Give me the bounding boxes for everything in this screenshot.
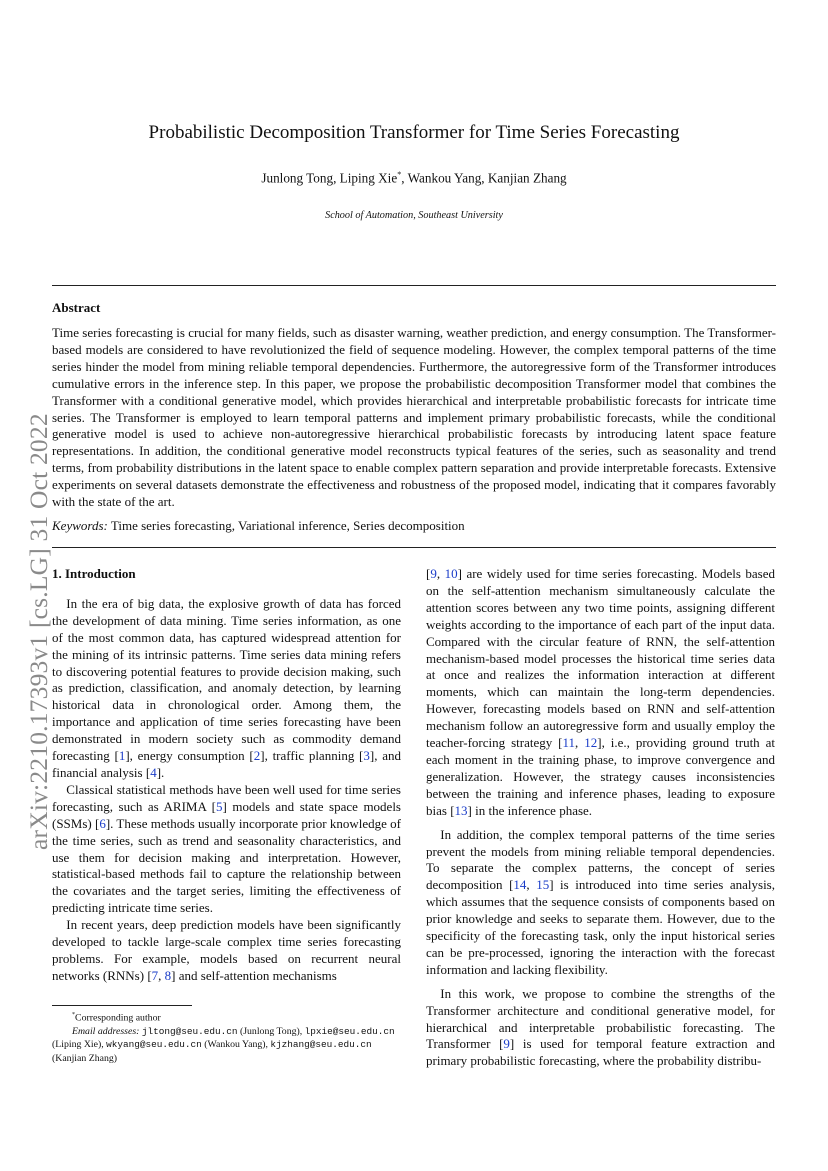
intro-paragraph-4: [426, 827, 775, 979]
author-names-1: Junlong Tong, Liping Xie: [261, 170, 398, 186]
paragraph-text: ,: [158, 967, 165, 983]
paragraph-text: ], energy consumption [: [125, 748, 254, 764]
footnote-emails: [52, 1025, 401, 1066]
paragraph-text: ].: [156, 764, 165, 780]
keywords-label: Keywords:: [52, 518, 108, 533]
footnote-marker: *: [72, 1012, 76, 1018]
citation-link[interactable]: 14: [513, 877, 527, 893]
paragraph-text: In addition, the complex temporal patterns of the time series prevent the models from mining reliable temporal dependencies. To separate the complex patterns, the concept of series decomposition [: [426, 826, 775, 893]
paragraph-text: ], traffic planning [: [260, 748, 364, 764]
arxiv-identifier-stamp[interactable]: arXiv:2210.17393v1 [cs.LG] 31 Oct 2022: [24, 413, 53, 850]
top-divider: [52, 285, 776, 286]
intro-paragraph-2: [52, 782, 401, 917]
email-label: Email addresses:: [72, 1025, 140, 1037]
keywords-line: [52, 518, 776, 534]
citation-link[interactable]: 2: [253, 748, 261, 764]
paragraph-text: ], and financial analysis [: [52, 748, 401, 780]
author-names-2: , Wankou Yang, Kanjian Zhang: [401, 170, 567, 186]
paragraph-text: ]. These methods usually incorporate prior knowledge of the time series, such as trend and seasonality characteristics, and use them for decision making and interpretation. However, statistical-based methods fail to capture the relationship between the covariates and the target series, limiting the effectiveness of predicting intricate time series.: [52, 815, 401, 916]
citation-link[interactable]: 3: [363, 748, 370, 764]
paragraph-text: Classical statistical methods have been well used for time series forecasting, such as ARIMA [: [52, 781, 401, 814]
citation-link[interactable]: 8: [164, 967, 172, 983]
intro-paragraph-5: [426, 986, 775, 1071]
citation-link[interactable]: 15: [536, 877, 550, 893]
corresponding-marker: *: [397, 170, 402, 179]
paragraph-text: ,: [526, 877, 537, 893]
abstract-heading: Abstract: [52, 300, 101, 315]
email-link[interactable]: wkyang@seu.edu.cn: [106, 1039, 202, 1051]
paragraph-text: ,: [436, 566, 445, 581]
paragraph-text: ] in the inference phase.: [467, 802, 593, 818]
email-owner: (Junlong Tong),: [237, 1025, 303, 1037]
footnotes: [52, 1009, 401, 1065]
right-column: [426, 566, 775, 1070]
intro-paragraph-3: [52, 917, 401, 985]
citation-link[interactable]: 7: [151, 967, 159, 983]
email-owner: (Wankou Yang),: [201, 1039, 268, 1051]
paragraph-text: ] and self-attention mechanisms: [171, 967, 337, 983]
citation-link[interactable]: 6: [99, 815, 106, 831]
left-column: [52, 566, 401, 985]
paragraph-text: ] is used for temporal feature extraction and primary probabilistic forecasting, where the probability distribu-: [426, 1036, 775, 1069]
intro-paragraph-1: [52, 596, 401, 782]
paragraph-text: In recent years, deep prediction models have been significantly developed to tackle large-scale complex time series forecasting problems. For example, models based on recurrent neural networks (RNNs) [: [52, 917, 401, 983]
citation-link[interactable]: 5: [215, 798, 223, 814]
keywords-list: Time series forecasting, Variational inference, Series decomposition: [110, 518, 465, 533]
paper-title: Probabilistic Decomposition Transformer for Time Series Forecasting: [148, 122, 680, 143]
bottom-divider: [52, 547, 776, 548]
paragraph-text: ], i.e., providing ground truth at each moment in the training phase, to improve convergence and generalization. However, the strategy causes inconsistencies between the training and inference phases, leading to exposure bias [: [426, 735, 776, 818]
email-owner: (Liping Xie),: [52, 1039, 104, 1051]
affiliation: School of Automation, Southeast University: [325, 210, 503, 221]
intro-paragraph-3-cont: [426, 566, 775, 820]
citation-link[interactable]: 9: [430, 566, 437, 581]
paragraph-text: ,: [575, 735, 585, 751]
paragraph-text: ] models and state space models (SSMs) [: [52, 798, 401, 831]
citation-link[interactable]: 12: [584, 735, 598, 751]
citation-link[interactable]: 13: [454, 802, 468, 818]
paragraph-text: ] is introduced into time series analysis, which assumes that the sequence consists of components based on prior knowledge and seeks to separate them. However, due to the specificity of the forecasting task, only the input historical series can be pre-processed, ignoring the interaction with the forecast information and lacking flexibility.: [426, 877, 775, 977]
paragraph-text: In the era of big data, the explosive growth of data has forced the development of data mining. Time series information, as one of the most common data, has captured widespread attention for the mining of its intrinsic patterns. Time series data mining refers to discovering potential features to provide decision making, such as prediction, classification, and anomaly detection, by learning historical data in chronological order. Among them, the importance and application of time series forecasting have been demonstrated in modern society such as commodity demand forecasting [: [52, 595, 401, 764]
paragraph-text: [: [426, 566, 431, 581]
citation-link[interactable]: 4: [150, 764, 157, 780]
email-link[interactable]: kjzhang@seu.edu.cn: [270, 1039, 372, 1051]
paragraph-text: ] are widely used for time series forecasting. Models based on the self-attention mechanism simultaneously calculate the attention scores between any two time points, assigning different weights according to the importance of each part of the input data. Compared with the circular feature of RNN, the self-attention mechanism-based model processes the historical time series data at once and realizes the information interaction at different moments, which can maintain the long-term dependencies. However, forecasting models based on RNN and self-attention mechanism follow an autoregressive form and usually employ the teacher-forcing strategy [: [426, 566, 776, 751]
citation-link[interactable]: 9: [503, 1036, 510, 1052]
email-link[interactable]: jltong@seu.edu.cn: [141, 1025, 238, 1037]
abstract-body: Time series forecasting is crucial for many fields, such as disaster warning, weather prediction, and energy consumption. The Transformer-based models are considered to have revolutionized the field of sequence modeling. However, the complex temporal patterns of the time series hinder the model from mining reliable temporal dependencies. Furthermore, the autoregressive form of the Transformer introduces cumulative errors in the inference step. In this paper, we propose the probabilistic decomposition Transformer model that combines the Transformer with a conditional generative model, which provides hierarchical and interpretable probabilistic forecasts for intricate time series. The Transformer is employed to learn temporal patterns and implement primary probabilistic forecasts, while the conditional generative model is used to achieve non-autoregressive hierarchical probabilistic forecasts by introducing latent space feature representations. In addition, the conditional generative model reconstructs typical features of the series, such as seasonality and trend terms, from probability distributions in the latent space to enable complex pattern separation and provide interpretable forecasts. Extensive experiments on several datasets demonstrate the effectiveness and robustness of the proposed model, indicating that it compares favorably with the state of the art.: [52, 325, 776, 510]
footnote-text: Corresponding author: [75, 1012, 161, 1024]
citation-link[interactable]: 1: [118, 748, 126, 764]
citation-link[interactable]: 11: [562, 735, 576, 751]
citation-link[interactable]: 10: [444, 566, 458, 581]
author-list: [0, 170, 828, 186]
email-owner: (Kanjian Zhang): [52, 1052, 118, 1064]
section-heading-introduction: 1. Introduction: [52, 566, 136, 581]
footnote-corresponding: [52, 1009, 401, 1025]
email-link[interactable]: lpxie@seu.edu.cn: [304, 1025, 395, 1037]
paragraph-text: In this work, we propose to combine the strengths of the Transformer architecture and conditional generative model, for hierarchical and interpretable probabilistic forecasting. The Transformer [: [426, 985, 775, 1052]
footnote-divider: [52, 1005, 192, 1006]
